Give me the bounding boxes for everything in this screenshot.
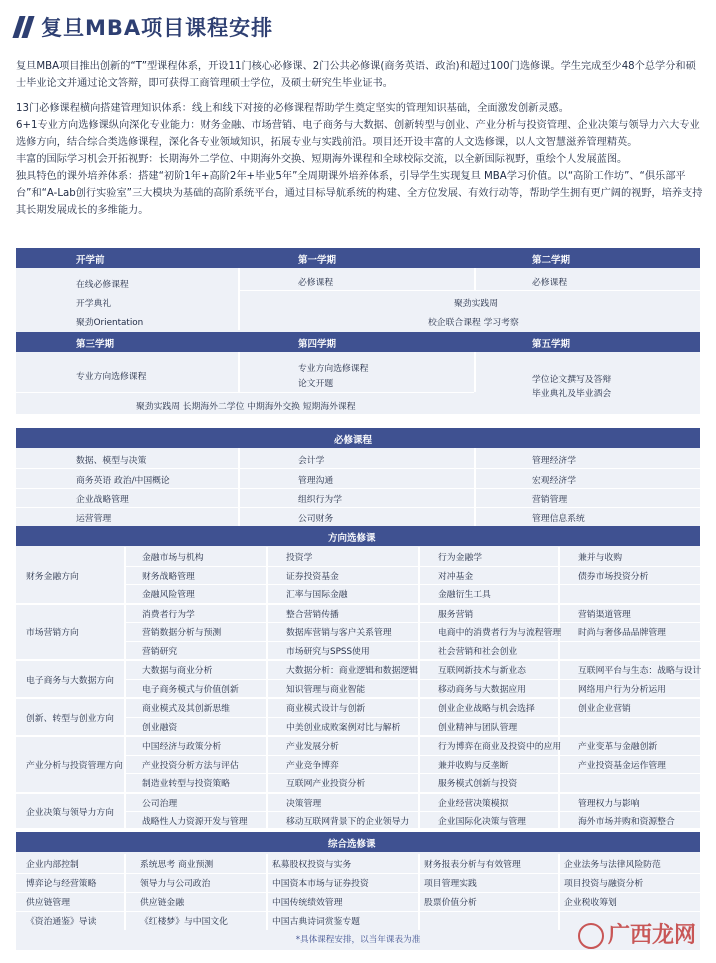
course-cell: 领导力与公司政治 xyxy=(140,879,211,889)
schedule-header-2 xyxy=(16,332,700,352)
schedule-item: 毕业典礼及毕业酒会 xyxy=(532,389,612,399)
course-cell: 营销渠道管理 xyxy=(578,609,631,620)
course-cell: 私募股权投资与实务 xyxy=(272,860,352,870)
course-cell: 会计学 xyxy=(298,456,325,466)
direction-label: 创新、转型与创业方向 xyxy=(26,713,114,724)
course-cell: 网络用户行为分析运用 xyxy=(578,684,666,695)
course-cell: 互联网平台与生态：战略与设计 xyxy=(578,666,702,676)
section-header: 综合选修课 xyxy=(328,839,376,850)
course-cell: 移动商务与大数据应用 xyxy=(438,684,526,695)
column-header: 第二学期 xyxy=(532,255,571,266)
course-cell: 供应链管理 xyxy=(26,898,70,908)
course-cell: 时尚与奢侈品品牌管理 xyxy=(578,628,666,638)
course-cell: 行为金融学 xyxy=(438,553,482,563)
course-cell: 电商中的消费者行为与流程管理 xyxy=(438,628,562,638)
intro-paragraph: 独具特色的课外培养体系：搭建“初阶1年+高阶2年+毕业5年”全周期课外培养体系，引导学生实现复旦 MBA学习价值。以“高阶工作坊”、“俱乐部平台”和“A-Lab创行实验室”三大模块为基础的高阶系统平台，通过目标导航系统的构建、全方位发展、有效行动等，帮助学生拥有更广阔的视野，培养支持其长期发展成长的多维能力。 xyxy=(16,171,703,216)
course-cell: 创业企业战略与机会选择 xyxy=(438,704,535,714)
course-cell: 互联网产业投资分析 xyxy=(286,779,366,789)
schedule-item: 必修课程 xyxy=(298,278,334,288)
intro-paragraph: 复旦MBA项目推出创新的“T”型课程体系，开设11门核心必修课、2门公共必修课(商务英语、政治)和超过100门选修课。学生完成至少48个总学分和硕士毕业论文并通过论文答辩，即可获得工商管理硕士学位，及硕士研究生毕业证书。 xyxy=(16,61,696,89)
course-cell: 债券市场投资分析 xyxy=(578,571,649,582)
course-cell: 对冲基金 xyxy=(438,571,474,582)
schedule-item: 论文开题 xyxy=(298,379,334,389)
course-cell: 产业投资基金运作管理 xyxy=(578,760,666,771)
course-cell: 兼并收购与反垄断 xyxy=(438,760,509,771)
course-cell: 企业国际化决策与管理 xyxy=(438,817,526,827)
course-cell: 创业企业营销 xyxy=(578,704,631,714)
intro-paragraph: 6+1专业方向选修课纵向深化专业能力：财务金融、市场营销、电子商务与大数据、创新转型与创业、产业分析与投资管理、企业决策与领导力六大专业选修方向，结合综合类选修课程，深化各专业领域知识，拓展专业与实践前沿。项目还开设丰富的人文选修课，以人文智慧滋养管理精英。 xyxy=(16,120,700,148)
footnote: *具体课程安排，以当年课表为准 xyxy=(295,935,421,945)
direction-label: 市场营销方向 xyxy=(26,628,79,639)
page-header xyxy=(16,12,273,42)
course-cell: 商务英语 政治/中国概论 xyxy=(76,476,170,486)
course-cell: 数据库营销与客户关系管理 xyxy=(286,628,392,638)
schedule-item: 校企联合课程 学习考察 xyxy=(428,318,519,328)
section-header: 必修课程 xyxy=(334,435,373,446)
course-cell: 营销研究 xyxy=(142,646,178,657)
schedule-item: 聚劲Orientation xyxy=(76,318,144,328)
course-cell: 战略性人力资源开发与管理 xyxy=(142,817,248,827)
column-header: 开学前 xyxy=(76,255,105,266)
course-cell: 企业经营决策模拟 xyxy=(438,798,509,809)
course-cell: 行为博弈在商业及投资中的应用 xyxy=(438,742,562,752)
course-cell: 知识管理与商业智能 xyxy=(286,684,366,695)
course-cell: 运营管理 xyxy=(76,514,112,524)
column-header: 第三学期 xyxy=(76,339,115,350)
intro-paragraph: 丰富的国际学习机会开拓视野：长期海外二学位、中期海外交换、短期海外课程和全球校际交流，以全新国际视野，重绘个人发展蓝图。 xyxy=(16,154,628,165)
course-cell: 企业战略管理 xyxy=(76,495,129,505)
course-cell: 公司财务 xyxy=(298,514,334,524)
course-cell: 中国经济与政策分析 xyxy=(142,742,222,752)
course-cell: 服务营销 xyxy=(438,609,474,620)
direction-label: 电子商务与大数据方向 xyxy=(26,675,114,686)
course-cell: 创业精神与团队管理 xyxy=(438,722,518,733)
elective-header xyxy=(16,526,700,546)
course-cell: 金融市场与机构 xyxy=(142,553,204,563)
schedule-item: 聚劲实践周 长期海外二学位 中期海外交换 短期海外课程 xyxy=(136,402,356,412)
course-cell: 创业融资 xyxy=(142,722,178,733)
course-cell: 博弈论与经营策略 xyxy=(26,879,97,889)
course-cell: 管理信息系统 xyxy=(532,514,585,524)
schedule-item: 专业方向选修课程 xyxy=(298,364,369,374)
course-cell: 管理权力与影响 xyxy=(578,798,640,809)
column-header: 第一学期 xyxy=(298,255,337,266)
course-cell: 项目投资与融资分析 xyxy=(564,879,644,889)
course-cell: 财务报表分析与有效管理 xyxy=(424,860,521,870)
course-cell: 海外市场并购和资源整合 xyxy=(578,817,675,827)
course-cell: 商业模式设计与创新 xyxy=(286,704,366,714)
required-courses-table xyxy=(16,428,700,526)
elective-courses-table xyxy=(16,526,700,828)
direction-label: 产业分析与投资管理方向 xyxy=(26,760,123,771)
column-header: 第五学期 xyxy=(532,339,571,350)
schedule-item: 聚劲实践周 xyxy=(454,299,498,309)
general-header xyxy=(16,832,700,852)
course-cell: 系统思考 商业预测 xyxy=(140,860,214,870)
course-cell: 财务战略管理 xyxy=(142,571,195,582)
direction-label: 财务金融方向 xyxy=(26,571,79,582)
course-cell: 产业竞争博弈 xyxy=(286,760,339,771)
intro-text xyxy=(16,58,704,219)
course-cell: 证券投资基金 xyxy=(286,571,339,582)
course-cell: 项目管理实践 xyxy=(424,879,477,889)
schedule-item: 专业方向选修课程 xyxy=(76,372,147,382)
course-cell: 公司治理 xyxy=(142,798,178,809)
direction-label: 企业决策与领导力方向 xyxy=(26,808,114,818)
course-cell: 供应链金融 xyxy=(140,898,184,908)
course-cell: 大数据分析：商业逻辑和数据逻辑 xyxy=(286,666,418,676)
course-cell: 中国传统绩效管理 xyxy=(272,898,343,908)
course-cell: 金融风险管理 xyxy=(142,590,195,600)
intro-paragraph: 13门必修课程横向搭建管理知识体系：线上和线下对接的必修课程帮助学生奠定坚实的管理知识基础，全面激发创新灵感。 xyxy=(16,103,569,114)
section-header: 方向选修课 xyxy=(328,533,376,544)
schedule-item: 必修课程 xyxy=(532,278,568,288)
course-cell: 《资治通鉴》导读 xyxy=(26,917,97,927)
required-header xyxy=(16,428,700,448)
course-cell: 决策管理 xyxy=(286,798,322,809)
course-cell: 消费者行为学 xyxy=(142,609,195,620)
course-cell: 中国资本市场与证券投资 xyxy=(272,879,369,889)
course-cell: 商业模式及其创新思维 xyxy=(142,704,230,714)
course-cell: 金融衍生工具 xyxy=(438,590,491,600)
course-cell: 《红楼梦》与中国文化 xyxy=(140,917,228,927)
course-cell: 汇率与国际金融 xyxy=(286,590,348,600)
watermark-logo xyxy=(578,918,696,949)
schedule-item: 学位论文撰写及答辩 xyxy=(532,375,612,385)
course-cell: 营销数据分析与预测 xyxy=(142,628,222,638)
course-cell: 管理沟通 xyxy=(298,476,334,486)
course-cell: 数据、模型与决策 xyxy=(76,456,147,466)
course-cell: 服务模式创新与投资 xyxy=(438,779,518,789)
course-cell: 中国古典诗词赏鉴专题 xyxy=(272,917,360,927)
course-cell: 股票价值分析 xyxy=(424,898,477,908)
course-cell: 兼并与收购 xyxy=(578,553,622,563)
course-cell: 企业税收筹划 xyxy=(564,898,617,908)
course-cell: 制造业转型与投资策略 xyxy=(142,779,230,789)
course-cell: 产业发展分析 xyxy=(286,742,339,752)
schedule-item: 在线必修课程 xyxy=(76,280,129,290)
course-cell: 宏观经济学 xyxy=(532,476,576,486)
title-slashes-icon xyxy=(16,16,31,38)
course-cell: 大数据与商业分析 xyxy=(142,666,213,676)
column-header: 第四学期 xyxy=(298,339,337,350)
course-cell: 电子商务模式与价值创新 xyxy=(142,684,239,695)
watermark-text: 广西龙网 xyxy=(607,923,696,948)
course-cell: 营销管理 xyxy=(532,495,568,505)
schedule-item: 开学典礼 xyxy=(76,299,112,309)
page-title: 复旦MBA项目课程安排 xyxy=(41,16,274,40)
course-cell: 管理经济学 xyxy=(532,456,576,466)
course-cell: 整合营销传播 xyxy=(286,609,339,620)
course-cell: 中美创业成败案例对比与解析 xyxy=(286,722,401,733)
course-cell: 社会营销和社会创业 xyxy=(438,646,518,657)
course-cell: 产业变革与金融创新 xyxy=(578,742,658,752)
schedule-table xyxy=(16,248,700,414)
course-cell: 企业内部控制 xyxy=(26,860,79,870)
course-cell: 企业法务与法律风险防范 xyxy=(564,860,661,870)
course-cell: 互联网新技术与新业态 xyxy=(438,666,526,676)
course-cell: 移动互联网背景下的企业领导力 xyxy=(286,817,410,827)
schedule-header-1 xyxy=(16,248,700,268)
course-cell: 组织行为学 xyxy=(298,495,342,505)
course-cell: 投资学 xyxy=(286,553,313,563)
course-cell: 市场研究与SPSS使用 xyxy=(286,646,370,657)
course-cell: 产业投资分析方法与评估 xyxy=(142,760,239,771)
